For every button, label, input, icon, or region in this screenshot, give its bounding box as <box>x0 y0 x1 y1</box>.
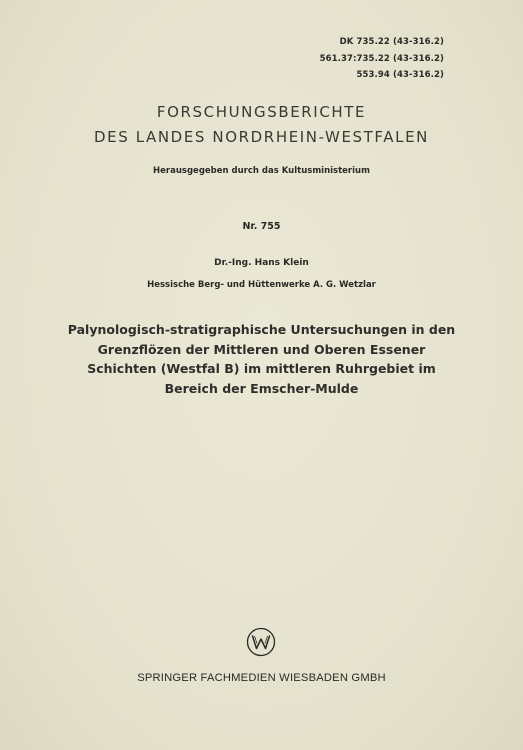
classification-code: 561.37:735.22 (43-316.2) <box>319 53 444 64</box>
series-title-line1: FORSCHUNGSBERICHTE <box>156 103 367 121</box>
title-line: Schichten (Westfal B) im mittleren Ruhrgebiet im <box>87 361 436 376</box>
series-title <box>0 100 523 150</box>
publisher-imprint: SPRINGER FACHMEDIEN WIESBADEN GMBH <box>137 672 386 684</box>
classification-codes <box>320 34 444 84</box>
title-line: Bereich der Emscher-Mulde <box>164 380 359 396</box>
book-title <box>0 320 523 398</box>
classification-code: DK 735.22 (43-316.2) <box>339 37 444 47</box>
classification-code: 553.94 (43-316.2) <box>356 70 444 80</box>
author-name: Dr.-Ing. Hans Klein <box>214 258 309 268</box>
springer-w-circle-icon <box>246 627 276 657</box>
issue-number: Nr. 755 <box>242 221 281 232</box>
title-line: Palynologisch-stratigraphische Untersuchungen in den <box>67 322 456 337</box>
title-line: Grenzflözen der Mittleren und Oberen Essener <box>97 341 426 357</box>
series-title-line2: DES LANDES NORDRHEIN-WESTFALEN <box>93 128 429 146</box>
author-affiliation: Hessische Berg- und Hüttenwerke A. G. Wetzlar <box>147 280 376 290</box>
publisher-note: Herausgegeben durch das Kultusministerium <box>153 166 370 176</box>
